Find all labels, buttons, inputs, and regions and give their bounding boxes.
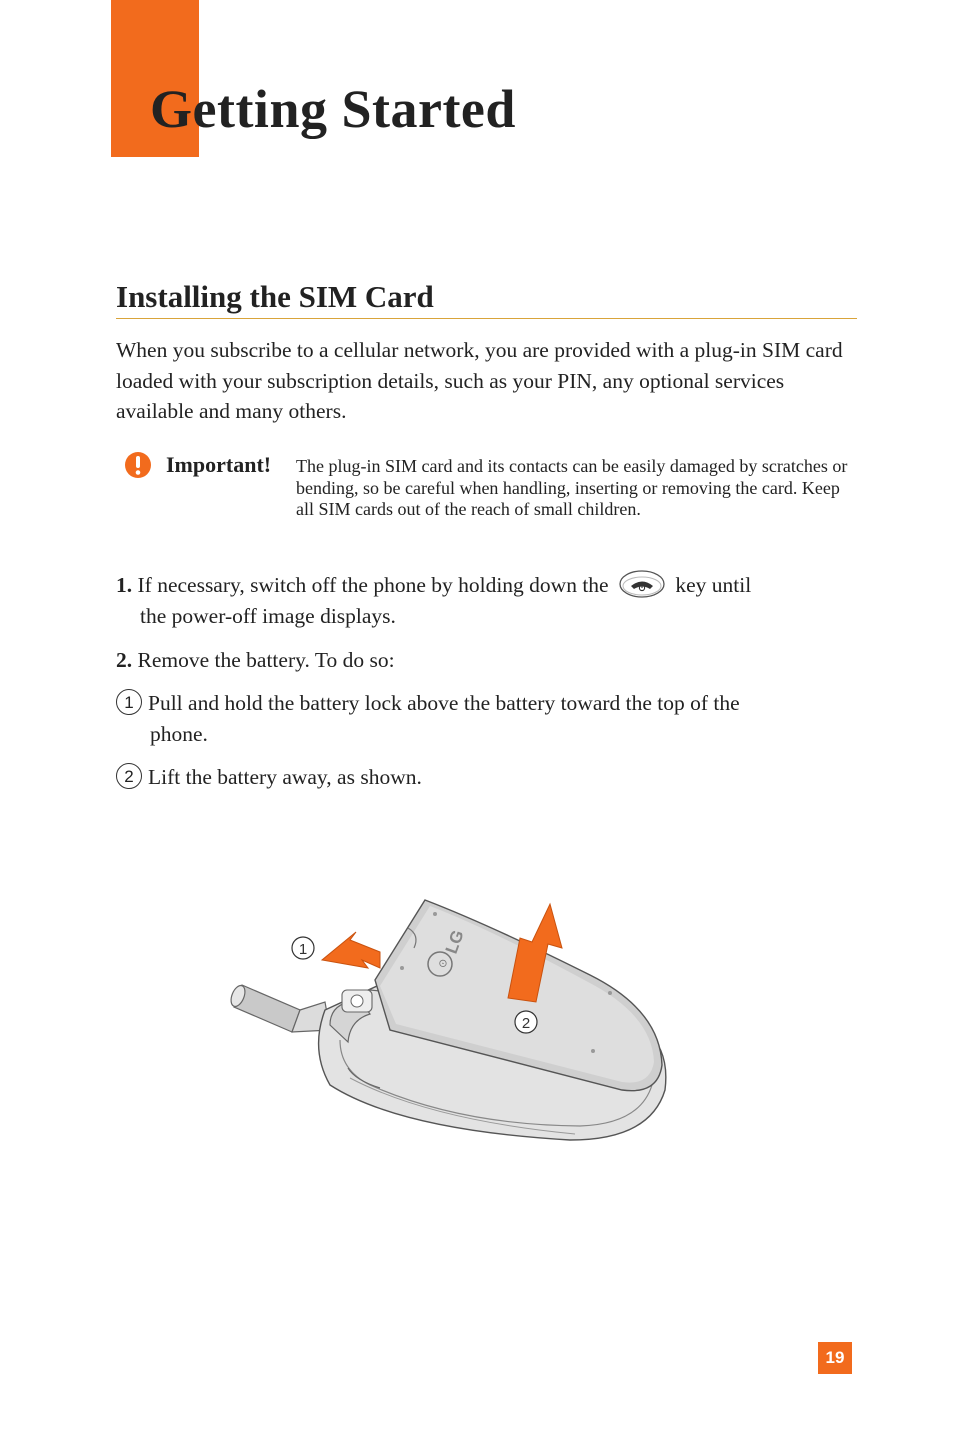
page-number: 19 [818, 1342, 852, 1374]
callout-2-label: 2 [521, 1015, 531, 1032]
important-note: The plug-in SIM card and its contacts can be easily damaged by scratches or bending, so be careful when handling, inserting or removing the card. Keep all SIM cards out of the reach of small children. [296, 456, 848, 519]
step-2 [116, 645, 395, 676]
substep-2-number: 2 [116, 763, 142, 789]
section-divider [116, 318, 857, 319]
step-1-number: 1. [116, 573, 133, 597]
substep-1-continuation: phone. [150, 722, 208, 746]
step-2-text: Remove the battery. To do so: [137, 648, 395, 672]
end-key-icon [618, 569, 666, 599]
lg-logo-text: LG [441, 927, 468, 957]
substep-2-text: Lift the battery away, as shown. [148, 765, 422, 789]
step-1 [116, 570, 856, 632]
substep-1-number: 1 [116, 689, 142, 715]
step-1-text: If necessary, switch off the phone by holding down the [137, 573, 609, 597]
intro-paragraph: When you subscribe to a cellular network, you are provided with a plug-in SIM card loaded with your subscription details, such as your PIN, any optional services available and many others. [116, 338, 843, 423]
step-1-text-after: key until [675, 573, 752, 597]
lg-logo-mark: ⊙ [436, 957, 451, 970]
step-1-continuation: the power-off image displays. [140, 604, 396, 628]
substep-1 [116, 688, 856, 750]
chapter-title: Getting Started [150, 79, 516, 139]
substep-1-text: Pull and hold the battery lock above the battery toward the top of the [148, 691, 740, 715]
substep-2 [116, 762, 856, 793]
step-2-number: 2. [116, 648, 133, 672]
antenna [230, 984, 330, 1032]
important-label: Important! [166, 452, 272, 477]
warning-icon [124, 451, 152, 479]
phone-battery-removal-illustration [230, 890, 680, 1150]
callout-1-label: 1 [298, 941, 308, 958]
arrow-1-icon [322, 932, 380, 968]
section-title: Installing the SIM Card [116, 279, 434, 314]
